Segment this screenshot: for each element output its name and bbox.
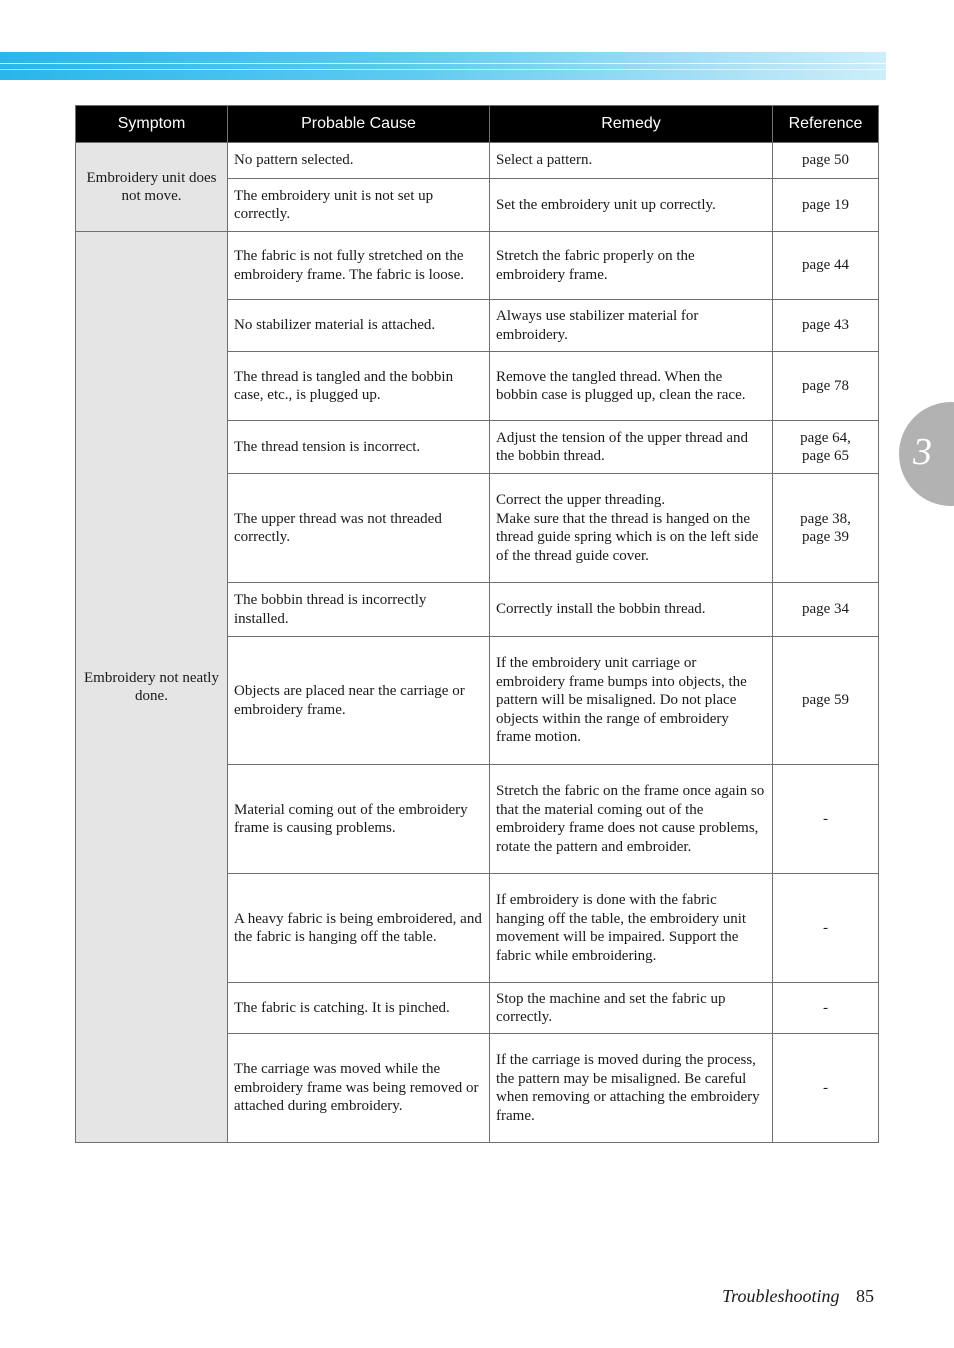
cause-cell: No pattern selected. (228, 143, 490, 179)
remedy-cell: Adjust the tension of the upper thread and the bobbin thread. (490, 421, 773, 474)
troubleshooting-table (75, 105, 879, 1143)
reference-cell: page 64, page 65 (773, 421, 879, 474)
cause-cell: No stabilizer material is attached. (228, 300, 490, 352)
cause-cell: The thread is tangled and the bobbin case, etc., is plugged up. (228, 352, 490, 421)
cause-cell: The embroidery unit is not set up correctly. (228, 179, 490, 232)
reference-cell: - (773, 983, 879, 1034)
reference-cell: page 78 (773, 352, 879, 421)
remedy-cell: Stop the machine and set the fabric up correctly. (490, 983, 773, 1034)
page-number: 85 (856, 1286, 874, 1306)
table-row (76, 143, 879, 179)
table-header-row (76, 106, 879, 143)
remedy-cell: Stretch the fabric properly on the embroidery frame. (490, 232, 773, 300)
remedy-cell: Always use stabilizer material for embroidery. (490, 300, 773, 352)
remedy-cell: Stretch the fabric on the frame once again so that the material coming out of the embroidery frame does not cause problems, rotate the pattern and embroider. (490, 765, 773, 874)
header-stripe (0, 69, 886, 70)
chapter-number: 3 (913, 431, 932, 473)
header-band (0, 52, 886, 80)
remedy-cell: If the embroidery unit carriage or embroidery frame bumps into objects, the pattern will be misaligned. Do not place objects within the range of embroidery frame motion. (490, 637, 773, 765)
table-row (76, 232, 879, 300)
cause-cell: The fabric is not fully stretched on the embroidery frame. The fabric is loose. (228, 232, 490, 300)
remedy-cell: Correct the upper threading. Make sure that the thread is hanged on the thread guide spring which is on the left side of the thread guide cover. (490, 474, 773, 583)
reference-cell: page 38, page 39 (773, 474, 879, 583)
symptom-cell: Embroidery unit does not move. (76, 143, 228, 232)
header-reference: Reference (773, 106, 879, 143)
reference-cell: - (773, 765, 879, 874)
reference-cell: - (773, 1034, 879, 1143)
symptom-cell: Embroidery not neatly done. (76, 232, 228, 1143)
reference-cell: page 50 (773, 143, 879, 179)
cause-cell: The bobbin thread is incorrectly installed. (228, 583, 490, 637)
remedy-cell: Correctly install the bobbin thread. (490, 583, 773, 637)
cause-cell: The upper thread was not threaded correctly. (228, 474, 490, 583)
reference-cell: - (773, 874, 879, 983)
cause-cell: Material coming out of the embroidery frame is causing problems. (228, 765, 490, 874)
remedy-cell: If the carriage is moved during the process, the pattern may be misaligned. Be careful when removing or attaching the embroidery frame. (490, 1034, 773, 1143)
chapter-tab (899, 402, 954, 506)
page-footer (722, 1286, 874, 1307)
reference-cell: page 19 (773, 179, 879, 232)
reference-cell: page 44 (773, 232, 879, 300)
remedy-cell: Select a pattern. (490, 143, 773, 179)
cause-cell: The fabric is catching. It is pinched. (228, 983, 490, 1034)
header-remedy: Remedy (490, 106, 773, 143)
header-stripe (0, 63, 886, 64)
remedy-cell: Remove the tangled thread. When the bobbin case is plugged up, clean the race. (490, 352, 773, 421)
cause-cell: The carriage was moved while the embroidery frame was being removed or attached during embroidery. (228, 1034, 490, 1143)
cause-cell: Objects are placed near the carriage or embroidery frame. (228, 637, 490, 765)
remedy-cell: If embroidery is done with the fabric hanging off the table, the embroidery unit movement will be impaired. Support the fabric while embroidering. (490, 874, 773, 983)
header-symptom: Symptom (76, 106, 228, 143)
footer-section-title: Troubleshooting (722, 1286, 840, 1306)
remedy-cell: Set the embroidery unit up correctly. (490, 179, 773, 232)
cause-cell: The thread tension is incorrect. (228, 421, 490, 474)
reference-cell: page 59 (773, 637, 879, 765)
reference-cell: page 43 (773, 300, 879, 352)
reference-cell: page 34 (773, 583, 879, 637)
cause-cell: A heavy fabric is being embroidered, and the fabric is hanging off the table. (228, 874, 490, 983)
header-probable-cause: Probable Cause (228, 106, 490, 143)
